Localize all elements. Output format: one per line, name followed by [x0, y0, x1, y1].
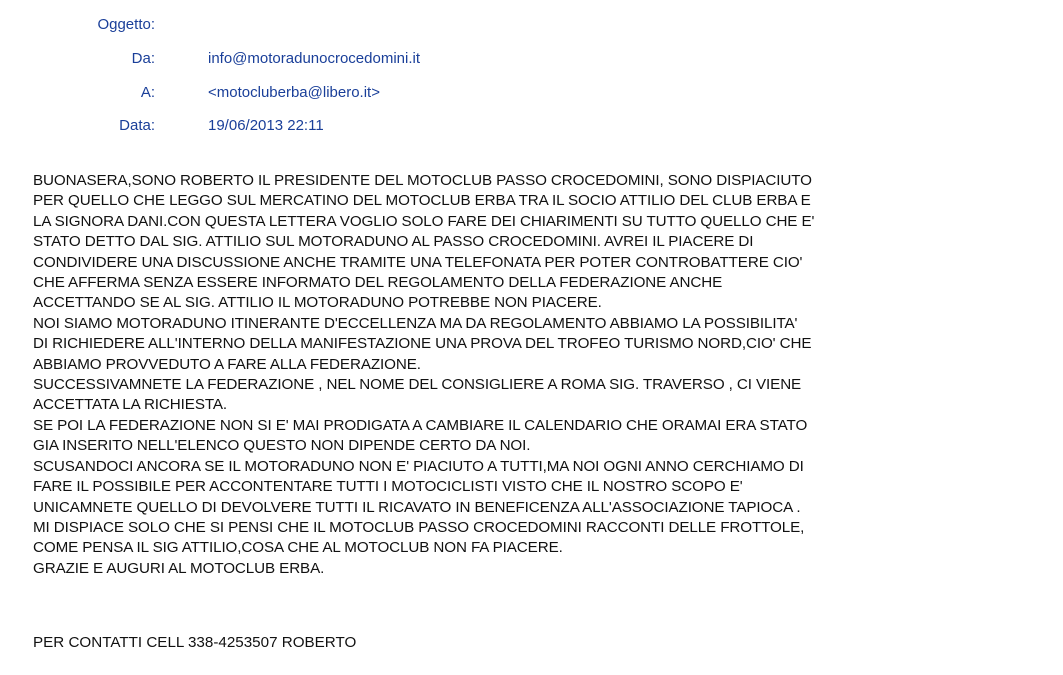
- date-label-cell: [0, 117, 155, 139]
- from-address[interactable]: info@motoradunocrocedomini.it: [208, 50, 420, 67]
- to-label-cell: [0, 84, 155, 106]
- letter-line: FARE IL POSSIBILE PER ACCONTENTARE TUTTI I MOTOCICLISTI VISTO CHE IL NOSTRO SCOPO E': [33, 478, 743, 496]
- letter-line: GIA INSERITO NELL'ELENCO QUESTO NON DIPENDE CERTO DA NOI.: [33, 437, 531, 455]
- letter-line: CHE AFFERMA SENZA ESSERE INFORMATO DEL REGOLAMENTO DELLA FEDERAZIONE ANCHE: [33, 274, 723, 292]
- date-value-cell: [208, 117, 808, 139]
- letter-line: SE POI LA FEDERAZIONE NON SI E' MAI PRODIGATA A CAMBIARE IL CALENDARIO CHE ORAMAI ERA STATO: [33, 416, 808, 434]
- from-value-cell: [208, 50, 808, 72]
- subject-label: Oggetto:: [97, 16, 155, 33]
- letter-line: ACCETTANDO SE AL SIG. ATTILIO IL MOTORADUNO POTREBBE NON PIACERE.: [33, 294, 602, 312]
- letter-body: [33, 171, 1043, 579]
- letter-line: NOI SIAMO MOTORADUNO ITINERANTE D'ECCELLENZA MA DA REGOLAMENTO ABBIAMO LA POSSIBILITA': [33, 314, 798, 332]
- to-address[interactable]: <motocluberba@libero.it>: [208, 84, 380, 101]
- letter-line: CONDIVIDERE UNA DISCUSSIONE ANCHE TRAMITE UNA TELEFONATA PER POTER CONTROBATTERE CIO': [33, 253, 803, 271]
- from-label-cell: [0, 50, 155, 72]
- letter-line: SCUSANDOCI ANCORA SE IL MOTORADUNO NON E' PIACIUTO A TUTTI,MA NOI OGNI ANNO CERCHIAMO DI: [33, 457, 804, 475]
- to-value-cell: [208, 84, 808, 106]
- letter-line: ABBIAMO PROVVEDUTO A FARE ALLA FEDERAZIONE.: [33, 355, 421, 373]
- letter-line: UNICAMNETE QUELLO DI DEVOLVERE TUTTI IL RICAVATO IN BENEFICENZA ALL'ASSOCIAZIONE TAPIOCA .: [33, 498, 801, 516]
- letter-line: STATO DETTO DAL SIG. ATTILIO SUL MOTORADUNO AL PASSO CROCEDOMINI. AVREI IL PIACERE DI: [33, 233, 754, 251]
- contact-line: PER CONTATTI CELL 338-4253507 ROBERTO: [33, 634, 357, 651]
- date-value: 19/06/2013 22:11: [208, 117, 324, 134]
- from-label: Da:: [131, 50, 155, 67]
- letter-line: SUCCESSIVAMNETE LA FEDERAZIONE , NEL NOME DEL CONSIGLIERE A ROMA SIG. TRAVERSO , CI VIENE: [33, 376, 802, 394]
- letter-line: ACCETTATA LA RICHIESTA.: [33, 396, 228, 414]
- subject-row: [0, 16, 155, 38]
- letter-line: GRAZIE E AUGURI AL MOTOCLUB ERBA.: [33, 559, 325, 577]
- letter-line: COME PENSA IL SIG ATTILIO,COSA CHE AL MOTOCLUB NON FA PIACERE.: [33, 539, 563, 557]
- letter-line: BUONASERA,SONO ROBERTO IL PRESIDENTE DEL MOTOCLUB PASSO CROCEDOMINI, SONO DISPIACIUTO: [33, 172, 812, 189]
- letter-line: MI DISPIACE SOLO CHE SI PENSI CHE IL MOTOCLUB PASSO CROCEDOMINI RACCONTI DELLE FROTTOLE,: [33, 518, 805, 536]
- to-label: A:: [140, 84, 155, 101]
- letter-line: DI RICHIEDERE ALL'INTERNO DELLA MANIFESTAZIONE UNA PROVA DEL TROFEO TURISMO NORD,CIO' CHE: [33, 335, 812, 353]
- letter-line: PER QUELLO CHE LEGGO SUL MERCATINO DEL MOTOCLUB ERBA TRA IL SOCIO ATTILIO DEL CLUB ERBA E: [33, 192, 811, 210]
- letter-line: LA SIGNORA DANI.CON QUESTA LETTERA VOGLIO SOLO FARE DEI CHIARIMENTI SU TUTTO QUELLO CHE E': [33, 212, 815, 230]
- date-label: Data:: [119, 117, 155, 134]
